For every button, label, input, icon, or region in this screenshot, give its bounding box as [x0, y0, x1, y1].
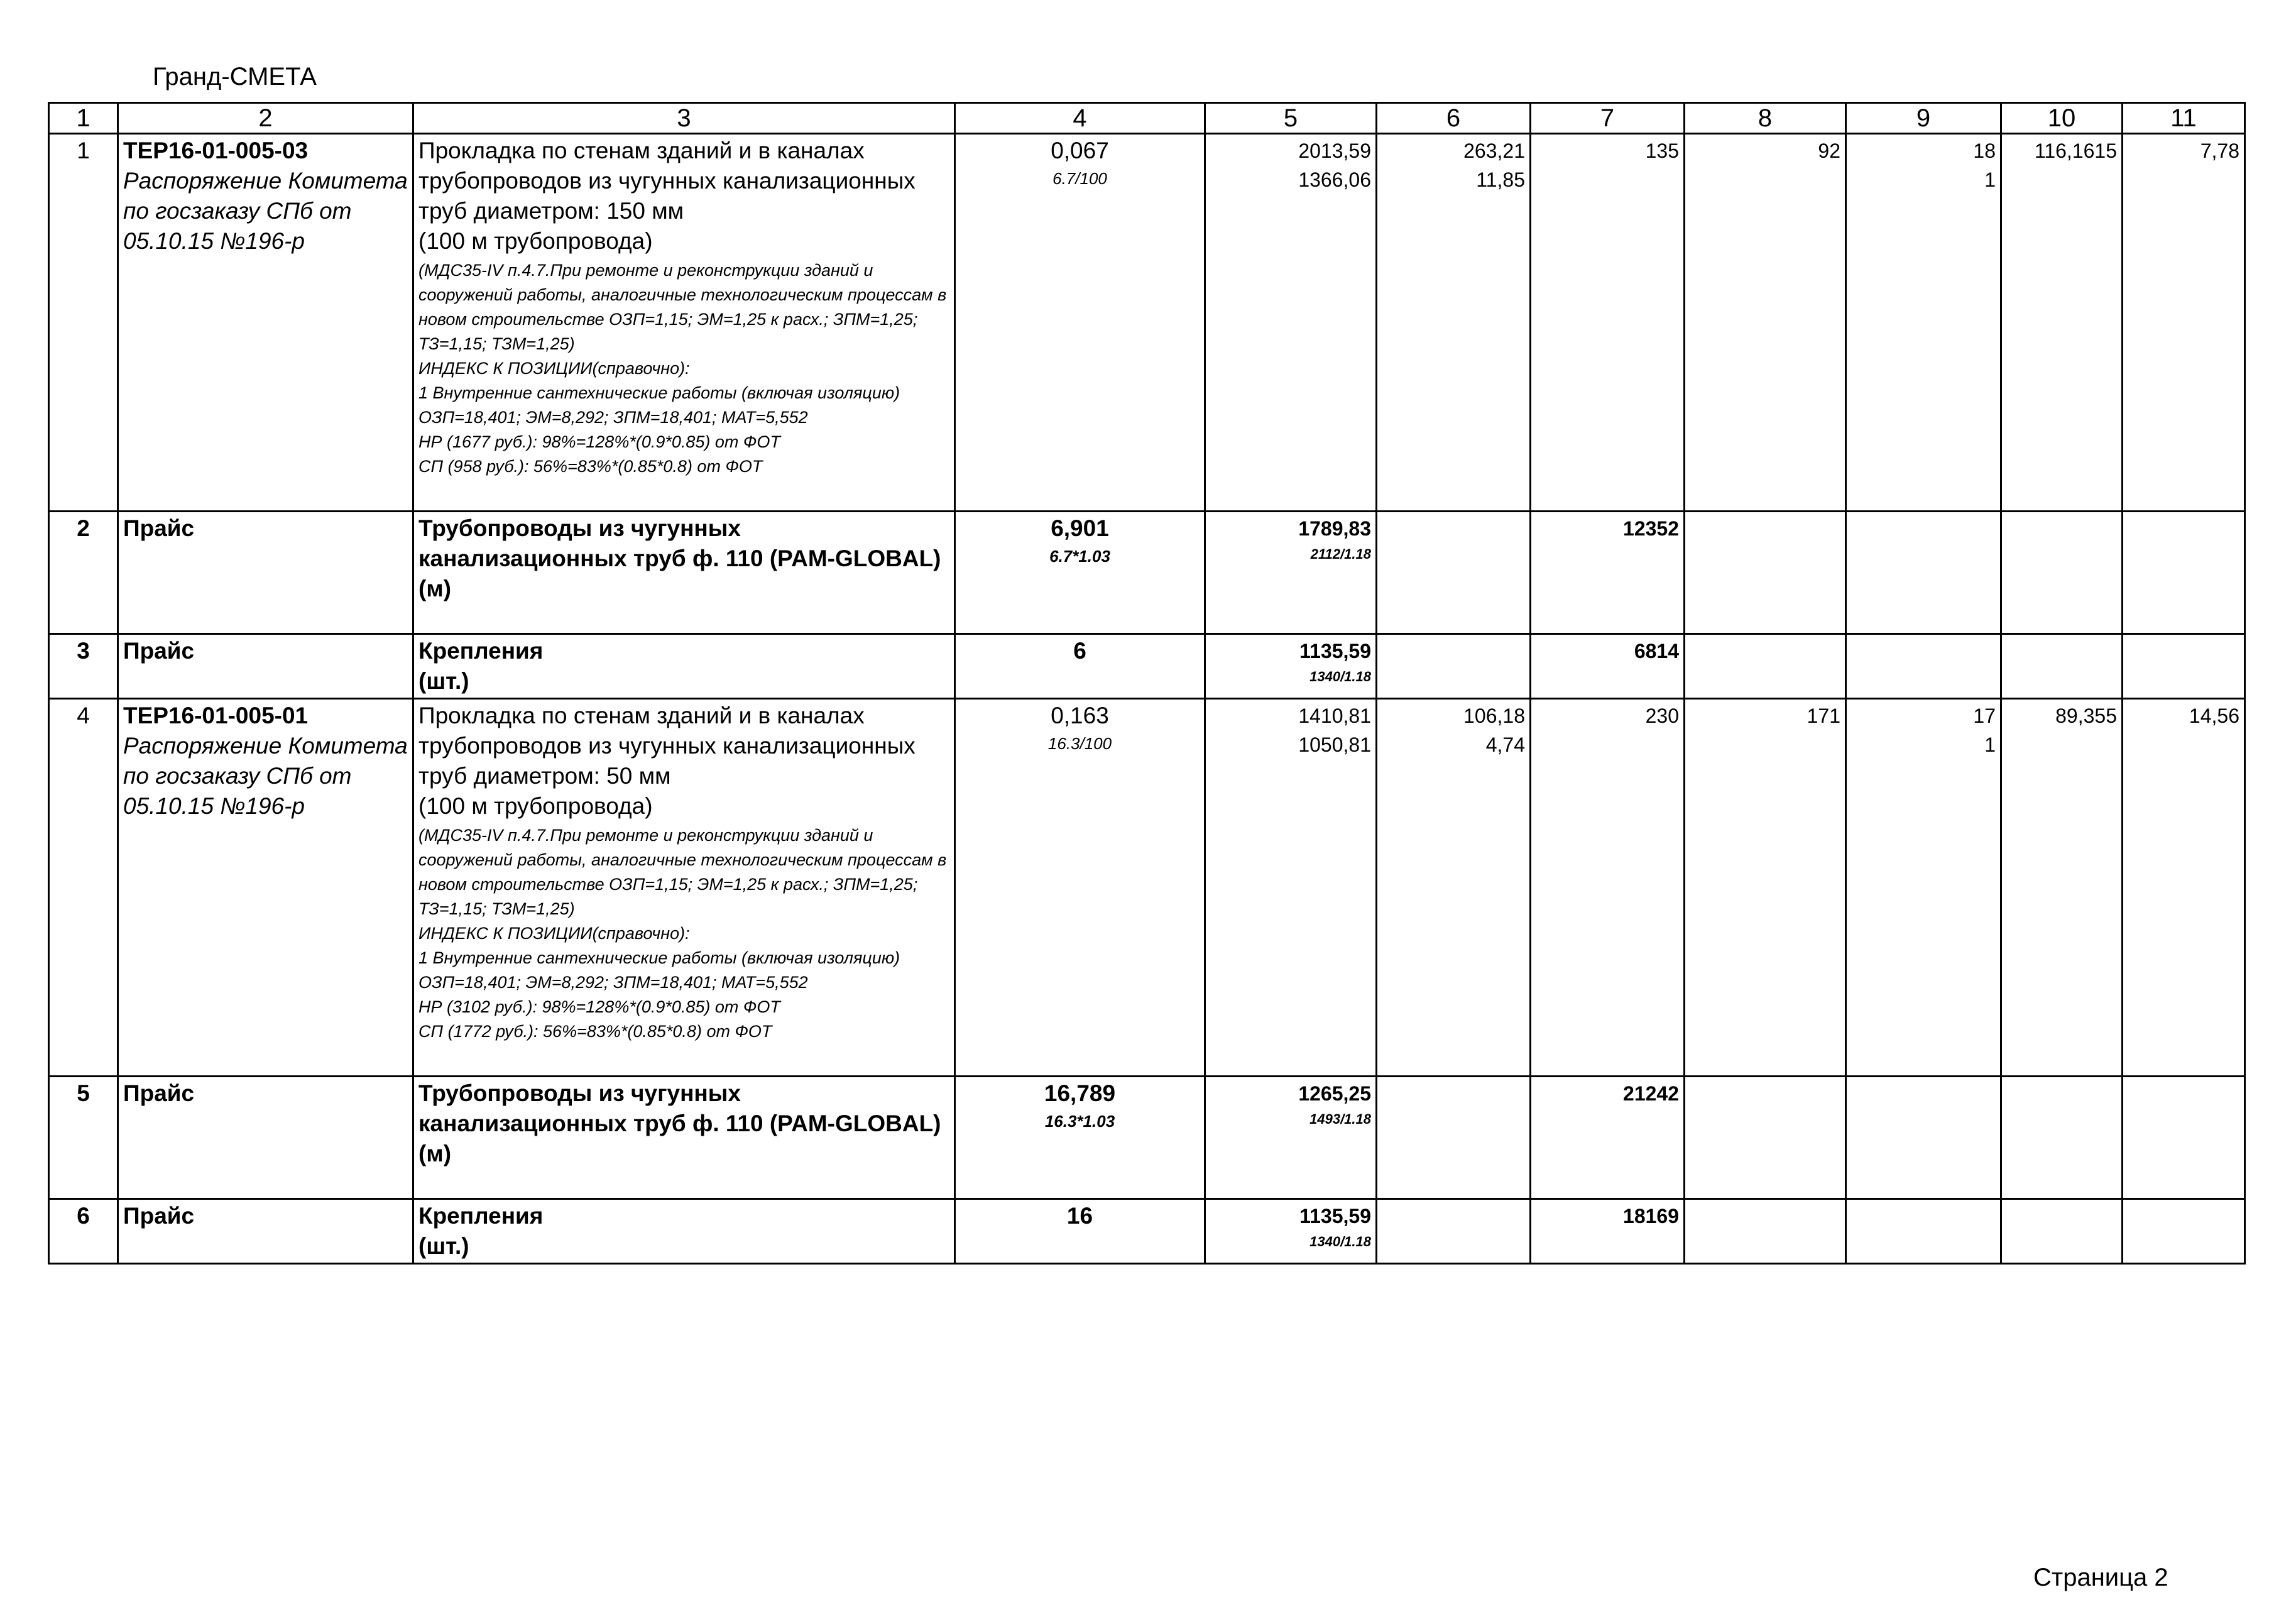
note-line: ИНДЕКС К ПОЗИЦИИ(справочно):	[418, 359, 690, 378]
material-unit: (м)	[418, 1141, 452, 1166]
column-header: 9	[1846, 103, 2001, 134]
empty-cell	[1846, 512, 2001, 634]
quantity-cell	[955, 634, 1205, 699]
empty-cell	[2001, 634, 2123, 699]
row-number: 6	[49, 1199, 118, 1264]
column-header: 3	[413, 103, 955, 134]
row-number: 5	[49, 1077, 118, 1199]
rate-code: Прайс	[118, 1199, 413, 1264]
value: 17	[1973, 705, 1996, 727]
note-line: СП (1772 руб.): 56%=83%*(0.85*0.8) от ФОТ	[418, 1022, 772, 1041]
empty-cell	[2001, 1199, 2123, 1264]
cell-col8: 92	[1685, 134, 1846, 512]
row-number: 4	[49, 699, 118, 1077]
column-header: 6	[1377, 103, 1531, 134]
note-line: (МДС35-IV п.4.7.При ремонте и реконструкции зданий и сооружений работы, аналогичные технологическим процессам в новом строительстве ОЗП=1,15; ЭМ=1,25 к расх.; ЗПМ=1,25; ТЗ=1,15; ТЗМ=1,25)	[418, 826, 947, 918]
total-cell: 18169	[1531, 1199, 1685, 1264]
total-cell: 12352	[1531, 512, 1685, 634]
quantity-value: 16	[1066, 1203, 1093, 1229]
description-cell	[413, 512, 955, 634]
empty-cell	[2001, 512, 2123, 634]
cell-col7: 135	[1531, 134, 1685, 512]
rate-code: Прайс	[118, 1077, 413, 1199]
note-line: ИНДЕКС К ПОЗИЦИИ(справочно):	[418, 924, 690, 943]
column-numbers-row	[49, 103, 2245, 134]
quantity-formula: 6.7*1.03	[1049, 547, 1110, 566]
material-name: Трубопроводы из чугунных канализационных труб ф. 110 (PAM-GLOBAL)	[418, 515, 941, 571]
table-row	[49, 1077, 2245, 1199]
material-name: Крепления	[418, 638, 544, 664]
column-header: 7	[1531, 103, 1685, 134]
empty-cell	[1685, 1199, 1846, 1264]
row-number: 1	[49, 134, 118, 512]
note-line: СП (958 руб.): 56%=83%*(0.85*0.8) от ФОТ	[418, 457, 763, 476]
value: 1	[1984, 733, 1996, 756]
empty-cell	[1377, 634, 1531, 699]
cell-col11: 7,78	[2123, 134, 2245, 512]
price-formula: 1493/1.18	[1309, 1111, 1371, 1127]
material-name: Крепления	[418, 1203, 544, 1229]
price-value: 1135,59	[1299, 640, 1371, 662]
column-header: 8	[1685, 103, 1846, 134]
empty-cell	[1846, 1199, 2001, 1264]
column-header: 11	[2123, 103, 2245, 134]
price-value: 1265,25	[1298, 1082, 1371, 1105]
work-name: Прокладка по стенам зданий и в каналах трубопроводов из чугунных канализационных труб диаметром: 150 мм	[418, 138, 916, 224]
material-name: Трубопроводы из чугунных канализационных труб ф. 110 (PAM-GLOBAL)	[418, 1080, 941, 1136]
cell-col10: 116,1615	[2001, 134, 2123, 512]
value: 1	[1984, 168, 1996, 191]
description-cell	[413, 634, 955, 699]
description-cell	[413, 134, 955, 512]
cell-col6	[1377, 134, 1531, 512]
value: 263,21	[1463, 140, 1525, 162]
quantity-value: 6	[1073, 638, 1086, 664]
cell-col11: 14,56	[2123, 699, 2245, 1077]
page-number: Страница 2	[2033, 1564, 2168, 1591]
column-header: 5	[1205, 103, 1377, 134]
rate-basis: Распоряжение Комитета по госзаказу СПб от 05.10.15 №196-р	[123, 733, 408, 819]
rate-code: ТЕР16-01-005-03	[123, 138, 309, 163]
material-unit: (шт.)	[418, 668, 469, 694]
empty-cell	[1846, 634, 2001, 699]
column-header: 10	[2001, 103, 2123, 134]
value: 4,74	[1485, 733, 1525, 756]
value: 106,18	[1463, 705, 1525, 727]
value: 2013,59	[1298, 140, 1371, 162]
cell-col9	[1846, 699, 2001, 1077]
quantity-value: 6,901	[1051, 515, 1109, 541]
table-row	[49, 512, 2245, 634]
quantity-formula: 16.3*1.03	[1044, 1112, 1115, 1131]
price-formula: 1340/1.18	[1309, 1234, 1371, 1249]
document-header: Гранд-СМЕТА	[153, 63, 317, 91]
value: 1050,81	[1298, 733, 1371, 756]
column-header: 2	[118, 103, 413, 134]
rate-basis: Распоряжение Комитета по госзаказу СПб от 05.10.15 №196-р	[123, 168, 408, 254]
quantity-cell	[955, 1077, 1205, 1199]
quantity-cell	[955, 134, 1205, 512]
note-line: НР (1677 руб.): 98%=128%*(0.9*0.85) от ФОТ	[418, 432, 780, 451]
column-header: 1	[49, 103, 118, 134]
price-cell	[1205, 634, 1377, 699]
value: 11,85	[1476, 168, 1525, 191]
note-line: 1 Внутренние сантехнические работы (включая изоляцию) ОЗП=18,401; ЭМ=8,292; ЗПМ=18,401; МАТ=5,552	[418, 948, 900, 992]
quantity-formula: 16.3/100	[1047, 734, 1112, 753]
work-name: Прокладка по стенам зданий и в каналах трубопроводов из чугунных канализационных труб диаметром: 50 мм	[418, 703, 916, 789]
material-unit: (шт.)	[418, 1233, 469, 1259]
empty-cell	[1685, 512, 1846, 634]
quantity-cell	[955, 512, 1205, 634]
price-formula: 2112/1.18	[1310, 546, 1371, 562]
work-unit: (100 м трубопровода)	[418, 793, 653, 819]
row-number: 3	[49, 634, 118, 699]
rate-code: Прайс	[118, 634, 413, 699]
row-number: 2	[49, 512, 118, 634]
material-unit: (м)	[418, 576, 452, 601]
value: 1366,06	[1298, 168, 1371, 191]
quantity-value: 0,163	[1051, 703, 1109, 728]
rate-code: ТЕР16-01-005-01	[123, 703, 309, 728]
note-line: НР (3102 руб.): 98%=128%*(0.9*0.85) от ФОТ	[418, 997, 780, 1016]
note-line: 1 Внутренние сантехнические работы (включая изоляцию) ОЗП=18,401; ЭМ=8,292; ЗПМ=18,401; МАТ=5,552	[418, 383, 900, 427]
empty-cell	[1685, 1077, 1846, 1199]
cell-col10: 89,355	[2001, 699, 2123, 1077]
cell-col9	[1846, 134, 2001, 512]
price-cell	[1205, 1077, 1377, 1199]
quantity-cell	[955, 699, 1205, 1077]
empty-cell	[1377, 512, 1531, 634]
price-formula: 1340/1.18	[1309, 669, 1371, 684]
empty-cell	[1377, 1077, 1531, 1199]
quantity-cell	[955, 1199, 1205, 1264]
value: 1410,81	[1298, 705, 1371, 727]
work-unit: (100 м трубопровода)	[418, 228, 653, 254]
empty-cell	[1685, 634, 1846, 699]
rate-code: Прайс	[118, 512, 413, 634]
table-row	[49, 699, 2245, 1077]
empty-cell	[2123, 634, 2245, 699]
quantity-formula: 6.7/100	[1052, 169, 1107, 188]
description-cell	[413, 1077, 955, 1199]
empty-cell	[2001, 1077, 2123, 1199]
cell-col7: 230	[1531, 699, 1685, 1077]
empty-cell	[1846, 1077, 2001, 1199]
empty-cell	[2123, 512, 2245, 634]
description-cell	[413, 699, 955, 1077]
quantity-value: 0,067	[1051, 138, 1109, 163]
code-cell	[118, 699, 413, 1077]
value: 18	[1973, 140, 1996, 162]
cell-col6	[1377, 699, 1531, 1077]
note-line: (МДС35-IV п.4.7.При ремонте и реконструкции зданий и сооружений работы, аналогичные технологическим процессам в новом строительстве ОЗП=1,15; ЭМ=1,25 к расх.; ЗПМ=1,25; ТЗ=1,15; ТЗМ=1,25)	[418, 261, 947, 353]
price-cell	[1205, 1199, 1377, 1264]
empty-cell	[1377, 1199, 1531, 1264]
table-row	[49, 634, 2245, 699]
code-cell	[118, 134, 413, 512]
empty-cell	[2123, 1077, 2245, 1199]
column-header: 4	[955, 103, 1205, 134]
description-cell	[413, 1199, 955, 1264]
price-value: 1789,83	[1298, 517, 1371, 540]
table-row	[49, 1199, 2245, 1264]
cell-col5	[1205, 134, 1377, 512]
cell-col5	[1205, 699, 1377, 1077]
estimate-table	[48, 102, 2246, 1265]
price-value: 1135,59	[1299, 1205, 1371, 1227]
price-cell	[1205, 512, 1377, 634]
total-cell: 21242	[1531, 1077, 1685, 1199]
empty-cell	[2123, 1199, 2245, 1264]
cell-col8: 171	[1685, 699, 1846, 1077]
total-cell: 6814	[1531, 634, 1685, 699]
quantity-value: 16,789	[1044, 1080, 1116, 1106]
table-row	[49, 134, 2245, 512]
